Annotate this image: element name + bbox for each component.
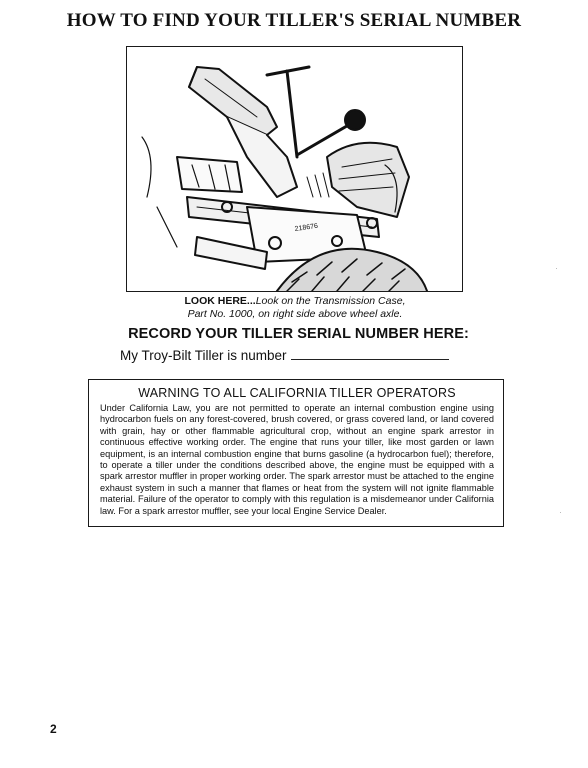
serial-record-line [120,347,449,363]
warning-title: WARNING TO ALL CALIFORNIA TILLER OPERATORS [138,386,456,400]
caption-line1: Look on the Transmission Case, [255,295,406,307]
serial-record-prompt: My Troy-Bilt Tiller is number [120,348,287,363]
page-number: 2 [50,722,57,736]
serial-number-blank [291,347,449,360]
scan-speck [556,268,557,269]
tiller-illustration [127,47,462,291]
caption-look-here: LOOK HERE... [184,295,256,307]
tiller-illustration-frame [126,46,463,292]
california-warning-box [88,379,504,527]
record-serial-heading: RECORD YOUR TILLER SERIAL NUMBER HERE: [128,326,469,342]
page-title: HOW TO FIND YOUR TILLER'S SERIAL NUMBER [66,10,522,31]
figure-caption [126,295,464,321]
scan-speck [560,512,561,513]
caption-line2: Part No. 1000, on right side above wheel axle. [187,308,403,320]
stamped-serial-number: 218676 [294,222,319,233]
warning-body: Under California Law, you are not permitted to operate an internal combustion engine using hydrocarbon fuels on any forest-covered, brush covered, or grass covered land, or land covered with grain, hay or other flammable agricultural crop, without an engine spark arrestor in continuous effective working order. The engine that runs your tiller, like most garden or lawn equipment, is an internal combustion engine that burns gasoline (a hydrocarbon fuel); therefore, to operate a tiller under the conditions described above, the engine must be equipped with a spark arrestor muffler in proper working order. The spark arrestor must be attached to the engine exhaust system in such a manner that flames or heat from the system will not ignite flammable material. Failure of the operator to comply with this regulation is a misdemeanor under California law. For a spark arrestor muffler, see your local Engine Service Dealer. [100,403,494,516]
